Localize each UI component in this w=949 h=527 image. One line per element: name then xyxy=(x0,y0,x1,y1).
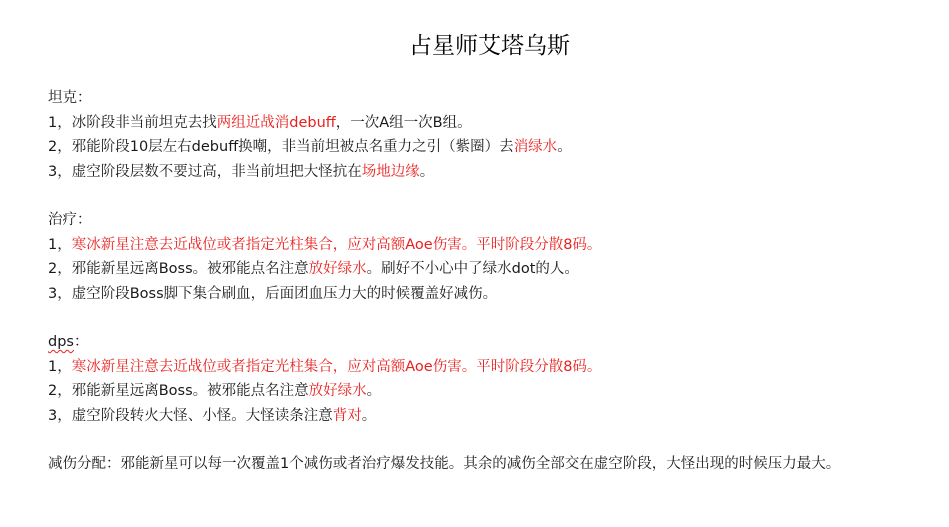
tank-heading: 坦克： xyxy=(48,90,92,106)
text: 3，虚空阶段Boss脚下集合刷血，后面团血压力大的时候覆盖好减伤。 xyxy=(48,285,498,302)
healer-line-2 xyxy=(48,257,928,282)
text: 2，邪能新星远离Boss。被邪能点名注意 xyxy=(48,261,309,277)
healer-heading: 治疗： xyxy=(48,212,92,228)
tank-line-2 xyxy=(48,135,928,160)
text: 。 xyxy=(366,383,382,399)
highlight-text: 放好绿水 xyxy=(308,383,367,399)
text: 。 xyxy=(557,139,572,155)
text: ： xyxy=(73,334,89,350)
section-spacer xyxy=(48,184,928,208)
highlight-text: 场地边缘 xyxy=(361,163,420,180)
text: 1， xyxy=(48,236,72,253)
highlight-text: 寒冰新星注意去近战位或者指定光柱集合，应对高额Aoe伤害。平时阶段分散8码。 xyxy=(71,358,602,375)
text: 。刷好不小心中了绿水dot的人。 xyxy=(366,261,579,277)
highlight-text: 背对 xyxy=(332,407,362,424)
section-spacer xyxy=(48,428,928,452)
highlight-text: 寒冰新星注意去近战位或者指定光柱集合，应对高额Aoe伤害。平时阶段分散8码。 xyxy=(71,236,602,253)
text: 1，冰阶段非当前坦克去找 xyxy=(48,114,217,131)
healer-line-1 xyxy=(48,233,928,258)
highlight-text: 两组近战消debuff xyxy=(216,114,336,131)
text: 2，邪能新星远离Boss。被邪能点名注意 xyxy=(48,383,309,399)
document-body xyxy=(48,86,928,477)
text: 。 xyxy=(361,407,377,424)
text: 。 xyxy=(419,163,435,180)
dps-heading xyxy=(48,330,928,355)
damage-reduction-summary: 减伤分配：邪能新星可以每一次覆盖1个减伤或者治疗爆发技能。其余的减伤全部交在虚空阶段，大怪出现的时候压力最大。 xyxy=(48,456,841,472)
text: ，一次A组一次B组。 xyxy=(335,114,472,131)
tank-line-3 xyxy=(48,160,928,185)
text: 1， xyxy=(48,358,72,375)
highlight-text: 消绿水 xyxy=(513,139,558,155)
dps-line-2 xyxy=(48,379,928,404)
text: 3，虚空阶段层数不要过高，非当前坦把大怪抗在 xyxy=(48,163,362,180)
text: 2，邪能阶段10层左右debuff换嘲，非当前坦被点名重力之引（紫圈）去 xyxy=(48,139,514,155)
dps-line-3 xyxy=(48,404,928,429)
dps-heading-word: dps xyxy=(48,334,74,350)
healer-line-3 xyxy=(48,282,928,307)
dps-line-1 xyxy=(48,355,928,380)
page-title: 占星师艾塔乌斯 xyxy=(409,33,570,59)
highlight-text: 放好绿水 xyxy=(308,261,367,277)
tank-line-1 xyxy=(48,111,928,136)
text: 3，虚空阶段转火大怪、小怪。大怪读条注意 xyxy=(48,407,333,424)
section-spacer xyxy=(48,306,928,330)
